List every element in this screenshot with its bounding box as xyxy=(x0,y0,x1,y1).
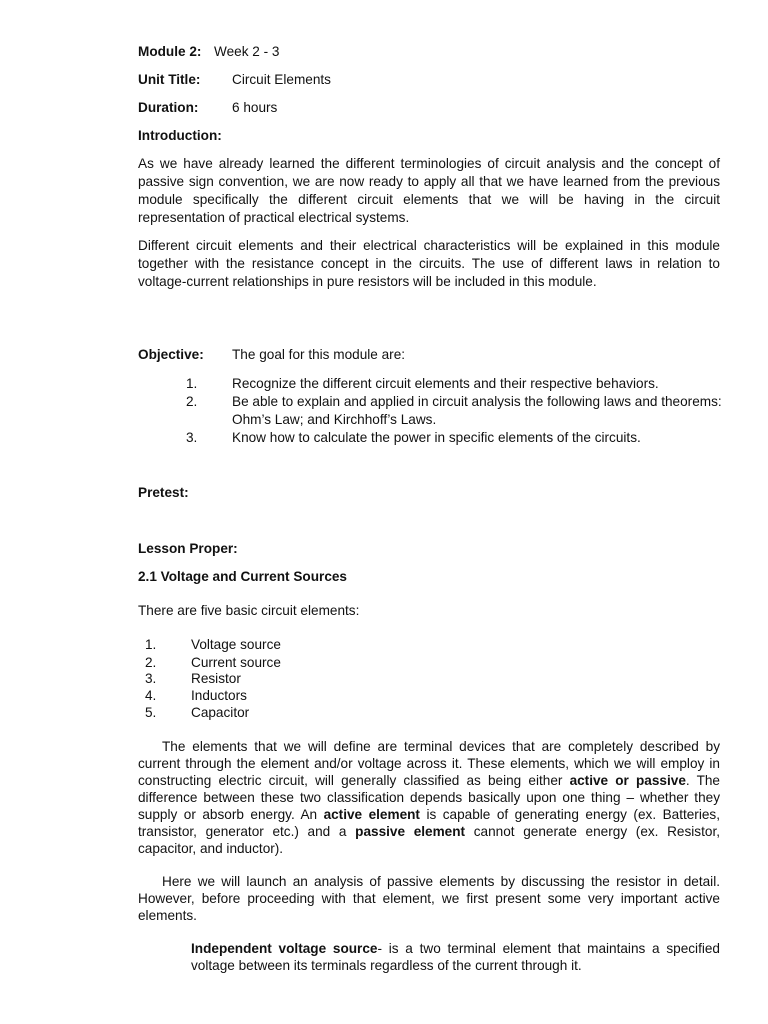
elements-intro: There are five basic circuit elements: xyxy=(138,603,360,618)
objective-number: 3. xyxy=(186,430,198,445)
section-title: 2.1 Voltage and Current Sources xyxy=(138,569,347,584)
definition-term: Independent voltage source xyxy=(191,941,378,956)
module-label: Module 2: xyxy=(138,44,202,59)
element-number: 4. xyxy=(145,688,157,703)
paragraph-text: . The difference between these two classification depends basically upon one thing – whether they supply or absorb energy. An xyxy=(138,773,720,822)
module-value: Week 2 - 3 xyxy=(214,44,280,59)
element-item: Inductors xyxy=(191,688,247,703)
lesson-heading: Lesson Proper: xyxy=(138,541,238,556)
paragraph-text: cannot generate energy (ex. Resistor, capacitor, and inductor). xyxy=(138,824,720,856)
resistor-paragraph: Here we will launch an analysis of passive elements by discussing the resistor in detail. However, before proceeding with that element, we first present some very important active elements. xyxy=(138,874,720,923)
introduction-paragraph-1: As we have already learned the different terminologies of circuit analysis and the concept of passive sign convention, we are now ready to apply all that we have learned from the previous module specifically the different circuit elements that we will be having in the circuit representation of practical electrical systems. xyxy=(138,156,720,225)
unit-title-label: Unit Title: xyxy=(138,72,201,87)
element-number: 5. xyxy=(145,705,157,720)
objective-number: 1. xyxy=(186,376,198,391)
element-number: 1. xyxy=(145,637,157,652)
objective-item: Recognize the different circuit elements and their respective behaviors. xyxy=(232,376,659,391)
element-item: Voltage source xyxy=(191,637,281,652)
objective-item: Know how to calculate the power in specific elements of the circuits. xyxy=(232,430,641,445)
element-item: Resistor xyxy=(191,671,241,686)
element-item: Capacitor xyxy=(191,705,250,720)
element-item: Current source xyxy=(191,655,281,670)
definition-text: - is a two terminal element that maintains a specified voltage between its terminals regardless of the current through it. xyxy=(191,941,720,973)
objective-lead: The goal for this module are: xyxy=(232,347,406,362)
passive-element-term: passive element xyxy=(355,824,466,839)
elements-paragraph xyxy=(138,738,720,857)
pretest-heading: Pretest: xyxy=(138,485,189,500)
active-or-passive-term: active or passive xyxy=(569,773,686,788)
element-number: 3. xyxy=(145,671,157,686)
duration-label: Duration: xyxy=(138,100,199,115)
paragraph-text: is capable of generating energy (ex. Batteries, transistor, generator etc.) and a xyxy=(138,807,720,839)
introduction-paragraph-2: Different circuit elements and their electrical characteristics will be explained in this module together with the resistance concept in the circuits. The use of different laws in relation to voltage-current relationships in pure resistors will be included in this module. xyxy=(138,238,720,289)
unit-title-value: Circuit Elements xyxy=(232,72,331,87)
objective-item: Be able to explain and applied in circuit analysis the following laws and theorems: Ohm’s Law; and Kirchhoff’s Laws. xyxy=(232,394,722,427)
active-element-term: active element xyxy=(323,807,420,822)
introduction-heading: Introduction: xyxy=(138,128,222,143)
paragraph-text: The elements that we will define are terminal devices that are completely described by current through the element and/or voltage across it. These elements, which we will employ in constructing electric circuit, will generally classified as being either xyxy=(138,739,720,788)
duration-value: 6 hours xyxy=(232,100,278,115)
definition-paragraph xyxy=(191,940,720,974)
objective-label: Objective: xyxy=(138,347,204,362)
element-number: 2. xyxy=(145,655,157,670)
objective-number: 2. xyxy=(186,394,198,409)
